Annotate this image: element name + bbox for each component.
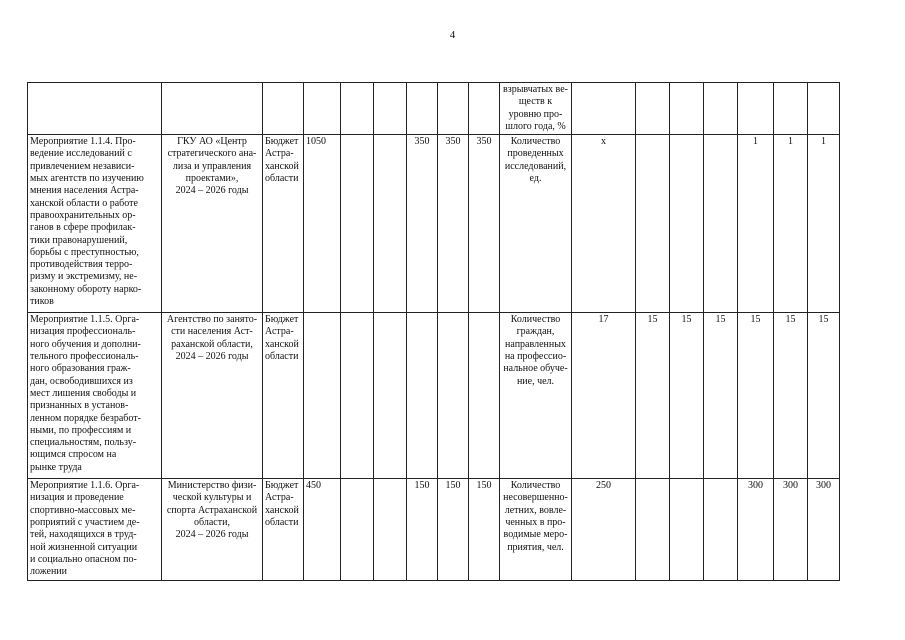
target-value-cell: 15 xyxy=(808,313,840,479)
year-amount-cell xyxy=(438,313,469,479)
base-value-cell: 250 xyxy=(572,479,636,580)
year-amount-cell: 350 xyxy=(407,135,438,313)
year-amount-cell: 150 xyxy=(407,479,438,580)
year-amount-cell: 150 xyxy=(469,479,500,580)
empty-cell xyxy=(374,313,407,479)
indicator-cell: взрывчатых ве- ществ к уровню про- шлого года, % xyxy=(500,83,572,135)
target-value-cell xyxy=(670,479,704,580)
target-value-cell xyxy=(704,479,738,580)
empty-cell xyxy=(341,313,374,479)
year-amount-cell: 350 xyxy=(438,135,469,313)
year-amount-cell: 150 xyxy=(438,479,469,580)
table-body xyxy=(28,83,840,581)
empty-cell xyxy=(374,135,407,313)
funding-cell: Бюджет Астра- ханской области xyxy=(263,135,304,313)
target-value-cell: 15 xyxy=(704,313,738,479)
target-value-cell: 1 xyxy=(738,135,774,313)
empty-cell xyxy=(341,135,374,313)
executor-cell: Агентство по занято- сти населения Аст- раханской области, 2024 – 2026 годы xyxy=(162,313,263,479)
year-amount-cell xyxy=(469,313,500,479)
executor-cell: ГКУ АО «Центр стратегического ана- лиза и управления проектами», 2024 – 2026 годы xyxy=(162,135,263,313)
total-cell xyxy=(304,313,341,479)
target-value-cell xyxy=(704,135,738,313)
target-value-cell: 300 xyxy=(808,479,840,580)
table-row xyxy=(28,135,840,313)
funding-cell: Бюджет Астра- ханской области xyxy=(263,479,304,580)
year-amount-cell: 350 xyxy=(469,135,500,313)
indicator-cell: Количество граждан, направленных на профессио- нальное обуче- ние, чел. xyxy=(500,313,572,479)
target-value-cell: 15 xyxy=(670,313,704,479)
table-row-continuation xyxy=(28,83,840,135)
program-events-table xyxy=(27,82,840,581)
indicator-cell: Количество проведенных исследований, ед. xyxy=(500,135,572,313)
target-value-cell: 15 xyxy=(774,313,808,479)
target-value-cell: 15 xyxy=(738,313,774,479)
base-value-cell: x xyxy=(572,135,636,313)
table-row xyxy=(28,313,840,479)
table-row xyxy=(28,479,840,580)
total-cell: 450 xyxy=(304,479,341,580)
base-value-cell: 17 xyxy=(572,313,636,479)
total-cell: 1050 xyxy=(304,135,341,313)
event-cell: Мероприятие 1.1.5. Орга- низация профессиональ- ного обучения и дополни- тельного профессиональ- ного образования граж- дан, освободившихся из мест лишения свободы и признанных в установ- ленном порядке безработ- ными, по профессиям и специальностям, пользу- ющимся спросом на рынке труда xyxy=(28,313,162,479)
target-value-cell: 300 xyxy=(738,479,774,580)
target-value-cell xyxy=(636,479,670,580)
event-cell: Мероприятие 1.1.6. Орга- низация и проведение спортивно-массовых ме- роприятий с участием де- тей, находящихся в труд- ной жизненной ситуации и социально опасном по- ложении xyxy=(28,479,162,580)
target-value-cell xyxy=(636,135,670,313)
event-cell: Мероприятие 1.1.4. Про- ведение исследований с привлечением незавиcи- мых агентств по изучению мнения населения Астра- ханской области о работе правоохранительных ор- ганов в сфере профилак- тики правонарушений, борьбы с преступностью, противодействия терро- ризму и экстремизму, не- законному обороту нарко- тиков xyxy=(28,135,162,313)
empty-cell xyxy=(341,479,374,580)
funding-cell: Бюджет Астра- ханской области xyxy=(263,313,304,479)
executor-cell: Министерство физи- ческой культуры и спорта Астраханской области, 2024 – 2026 годы xyxy=(162,479,263,580)
target-value-cell: 1 xyxy=(774,135,808,313)
page-number: 4 xyxy=(449,29,456,41)
empty-cell xyxy=(374,479,407,580)
indicator-cell: Количество несовершенно- летних, вовле- ченных в про- водимые меро- приятия, чел. xyxy=(500,479,572,580)
target-value-cell: 300 xyxy=(774,479,808,580)
year-amount-cell xyxy=(407,313,438,479)
target-value-cell: 1 xyxy=(808,135,840,313)
target-value-cell: 15 xyxy=(636,313,670,479)
target-value-cell xyxy=(670,135,704,313)
